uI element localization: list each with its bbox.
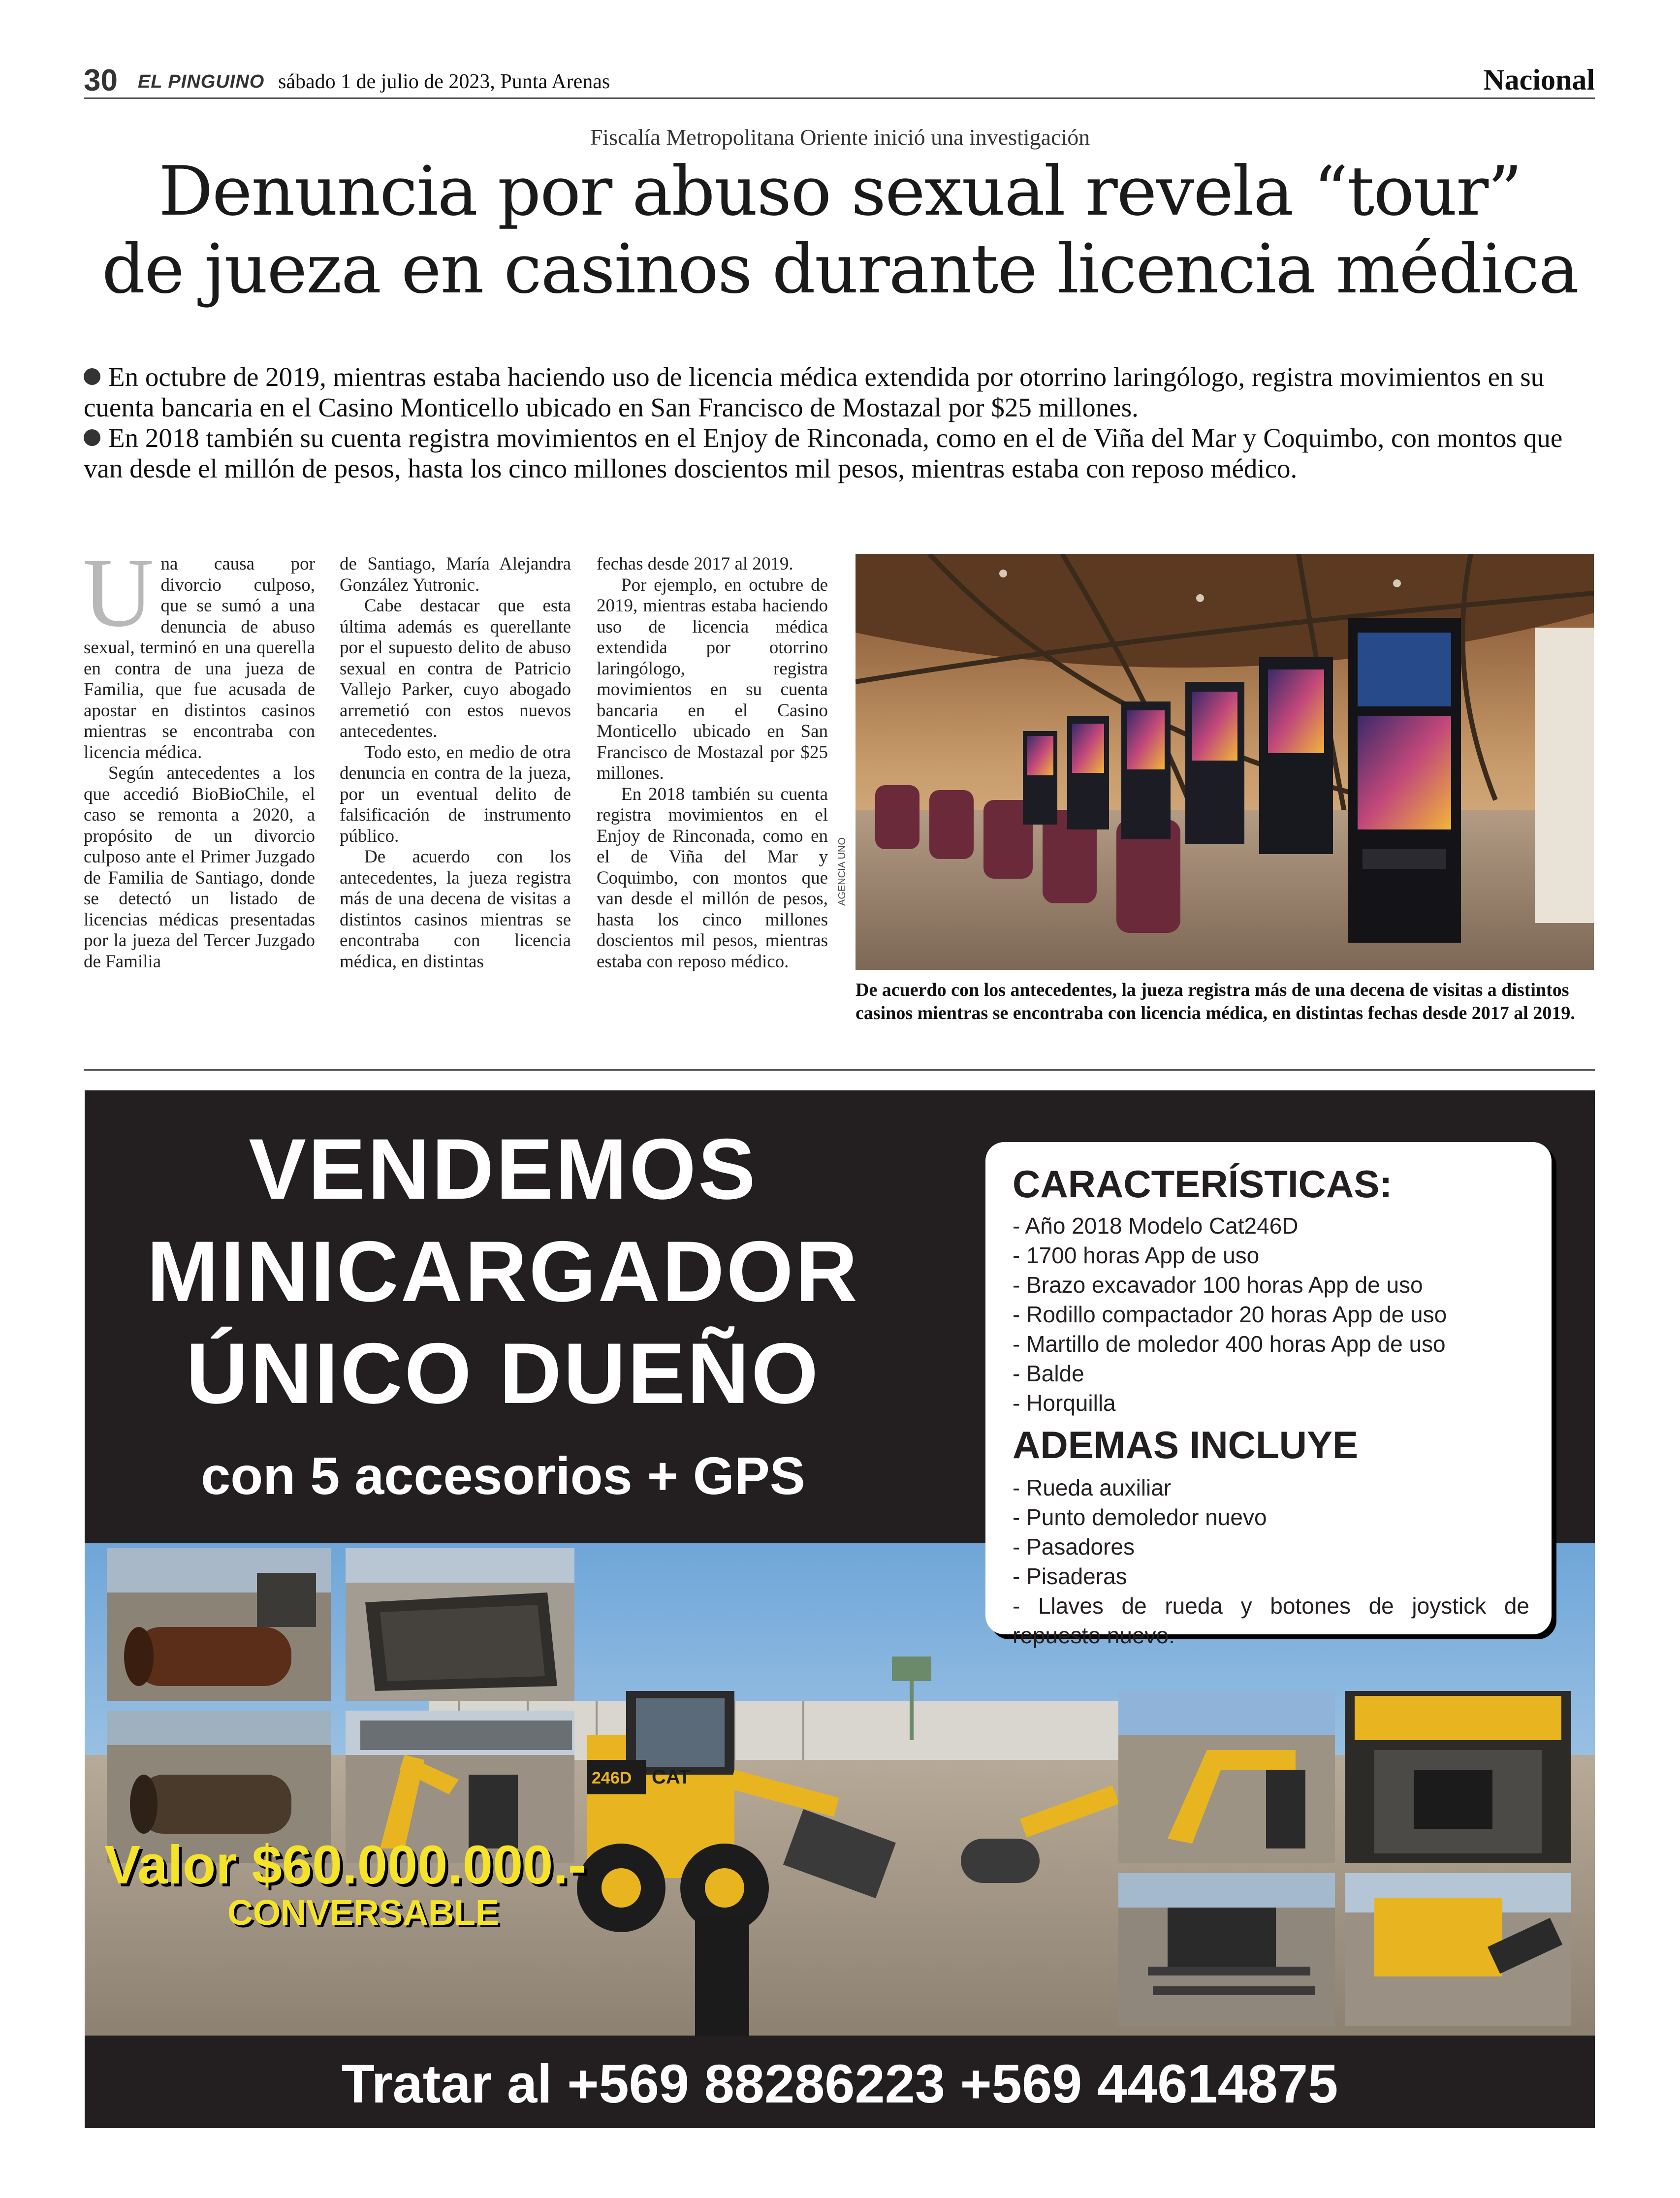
summary-item: En 2018 también su cuenta registra movimientos en el Enjoy de Rinconada, como en el de Viña del Mar y Coquimbo, con montos que van desde el millón de pesos, hasta los cinco millones doscientos mil pesos, mientras estaba con reposo médico. — [84, 423, 1563, 483]
features-list — [1013, 1211, 1447, 1418]
body-paragraph: Por ejemplo, en octubre de 2019, mientras estaba haciendo uso de licencia médica extendida por otorrino laringólogo, registra movimientos en su cuenta bancaria en el Casino Monticello ubicado en San Francisco de Mostazal por $25 millones. — [597, 574, 828, 783]
loader-model-label: 246D — [592, 1769, 632, 1787]
classified-ad — [85, 1090, 1595, 2128]
include-item: - Rueda auxiliar — [1013, 1475, 1172, 1500]
section-name: Nacional — [1483, 64, 1595, 96]
body-paragraph: de Santiago, María Alejandra González Yutronic. — [340, 554, 571, 595]
article-summary — [84, 362, 1595, 484]
body-paragraph: De acuerdo con los antecedentes, la jueza registra más de una decena de visitas a distintos casinos mientras se encontraba con licencia médica, en distintas — [340, 847, 571, 972]
feature-item: - Rodillo compactador 20 horas App de uso — [1013, 1302, 1447, 1327]
body-paragraph: Todo esto, en medio de otra denuncia en contra de la jueza, por un eventual delito de falsificación de instrumento público. — [340, 742, 571, 846]
includes-title: ADEMAS INCLUYE — [1013, 1423, 1359, 1466]
features-title: CARACTERÍSTICAS: — [1013, 1162, 1393, 1206]
headline-line-2: de jueza en casinos durante licencia médica — [101, 229, 1579, 309]
photo-credit: AGENCIA UNO — [837, 837, 848, 906]
photo-tile-forks — [1118, 1873, 1335, 2026]
bullet-icon — [84, 429, 100, 446]
photo-tile-cab — [1345, 1691, 1571, 1863]
includes-list — [1013, 1473, 1529, 1650]
article-headline — [74, 153, 1606, 308]
body-paragraph: En 2018 también su cuenta registra movimientos en el Enjoy de Rinconada, como en el de Viña del Mar y Coquimbo, con montos que van desde el millón de pesos, hasta los cinco millones doscientos mil pesos, mientras estaba con reposo médico. — [597, 784, 828, 972]
ad-price: Valor $60.000.000.- — [104, 1835, 586, 1895]
ad-contact-phones: Tratar al +569 88286223 +569 44614875 — [341, 2054, 1338, 2114]
ad-title-line-3: ÚNICO DUEÑO — [186, 1326, 821, 1422]
article-column-1 — [83, 539, 315, 972]
ad-features-box — [985, 1142, 1552, 1648]
casino-illustration — [856, 554, 1594, 970]
photo-caption: De acuerdo con los antecedentes, la jueza registra más de una decena de visitas a distintos casinos mientras se encontraba con licencia médica, en distintas fechas desde 2017 al 2019. — [856, 980, 1575, 1023]
article-column-3 — [597, 554, 828, 972]
ad-title-line-2: MINICARGADOR — [147, 1224, 859, 1320]
loader-brand-label: CAT — [652, 1766, 691, 1788]
ad-title-line-1: VENDEMOS — [249, 1121, 758, 1217]
article-column-2 — [340, 554, 571, 972]
summary-item: En octubre de 2019, mientras estaba haciendo uso de licencia médica extendida por otorrino laringólogo, registra movimientos en su cuenta bancaria en el Casino Monticello ubicado en San Francisco de Mostazal por $25 millones. — [84, 362, 1545, 422]
include-item: - Pisaderas — [1013, 1563, 1127, 1589]
section-divider — [84, 1069, 1595, 1071]
feature-item: - Balde — [1013, 1361, 1084, 1386]
page-number: 30 — [84, 64, 118, 97]
ad-negotiable: CONVERSABLE — [227, 1893, 500, 1933]
header-rule — [84, 97, 1595, 99]
photo-tile-roller — [107, 1548, 331, 1701]
photo-tile-backhoe-arm — [1118, 1691, 1335, 1863]
include-item: - Punto demoledor nuevo — [1013, 1504, 1267, 1530]
casino-photo — [856, 554, 1594, 970]
feature-item: - Brazo excavador 100 horas App de uso — [1013, 1272, 1423, 1298]
photo-tile-bucket — [346, 1548, 574, 1701]
body-paragraph: na causa por divorcio culposo, que se sumó a una denuncia de abuso sexual, terminó en una querella en contra de una jueza de Familia, que fue acusada de apostar en distintos casinos mientras se encontraba con licencia médica. — [84, 554, 315, 763]
ad-subtitle: con 5 accesorios + GPS — [201, 1446, 805, 1505]
headline-line-1: Denuncia por abuso sexual revela “tour” — [158, 152, 1522, 231]
bullet-icon — [84, 368, 100, 385]
feature-item: - 1700 horas App de uso — [1013, 1242, 1260, 1268]
include-item: - Pasadores — [1013, 1534, 1135, 1560]
issue-date: sábado 1 de julio de 2023, Punta Arenas — [278, 70, 610, 93]
include-item: - Llaves de rueda y botones de joystick de repuesto nuevo. — [1013, 1593, 1529, 1648]
drop-cap: U — [83, 539, 154, 647]
newspaper-brand: EL PINGUINO — [138, 71, 265, 92]
photo-tile-hammer — [1345, 1873, 1571, 2026]
article-kicker: Fiscalía Metropolitana Oriente inició una investigación — [590, 125, 1090, 150]
feature-item: - Martillo de moledor 400 horas App de uso — [1013, 1331, 1446, 1357]
feature-item: - Año 2018 Modelo Cat246D — [1013, 1213, 1299, 1239]
body-paragraph: Según antecedentes a los que accedió BioBioChile, el caso se remonta a 2020, a propósito de un divorcio culposo ante el Primer Juzgado de Familia de Santiago, donde se detectó un listado de licencias médicas presentadas por la jueza del Tercer Juzgado de Familia — [84, 763, 315, 972]
body-paragraph: Cabe destacar que esta última además es querellante por el supuesto delito de abuso sexual en contra de Patricio Vallejo Parker, cuyo abogado arremetió con estos nuevos antecedentes. — [340, 596, 571, 741]
feature-item: - Horquilla — [1013, 1390, 1116, 1416]
body-paragraph: fechas desde 2017 al 2019. — [597, 554, 793, 574]
